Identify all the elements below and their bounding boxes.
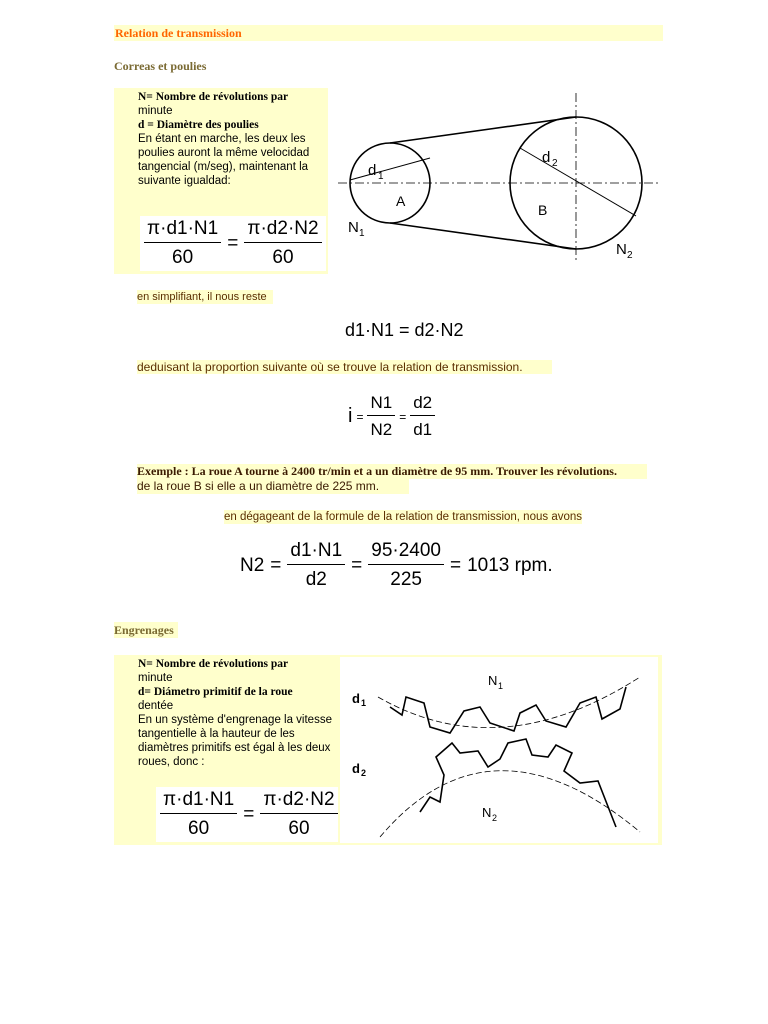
label-d2: d xyxy=(542,149,551,166)
belts-def-n-cont: minute xyxy=(138,105,173,117)
gear-lower-teeth xyxy=(420,739,616,827)
svg-text:2: 2 xyxy=(552,158,558,169)
svg-text:1: 1 xyxy=(498,681,504,691)
svg-text:2: 2 xyxy=(361,768,367,778)
belts-intro-text: En étant en marche, les deux les poulies auront la même velocidad tangencial (m/seg), maintenant la suivante igualdad: xyxy=(138,133,310,187)
svg-text:2: 2 xyxy=(492,813,498,823)
pulley-diagram xyxy=(330,88,662,278)
example-statement: Exemple : La roue A tourne à 2400 tr/min et a un diamètre de 95 mm. Trouver les révolutions. xyxy=(137,464,617,478)
belt-top xyxy=(390,117,576,143)
gear-label-n1: N xyxy=(488,673,498,688)
pitch-circle-2 xyxy=(380,771,640,837)
label-n2: N xyxy=(616,241,627,258)
gear-label-d2: d xyxy=(352,761,360,776)
gears-def-d: d= Diámetro primitif de la roue xyxy=(138,686,293,698)
result-formula: N2 = $\frac{d1\cdot N1}{d2}$ = $\frac{95\cdot 2400}{225}$ = 1013 rpm. xyxy=(240,540,553,590)
svg-text:2: 2 xyxy=(627,250,633,261)
gears-def-d-cont: dentée xyxy=(138,700,174,712)
label-b: B xyxy=(538,202,548,218)
svg-text:1: 1 xyxy=(361,698,367,708)
gears-formula: $\frac{\pi\cdot d1\cdot N1}{60}$ = $\frac{\pi\cdot d2\cdot N2}{60}$ xyxy=(156,787,342,842)
svg-text:1: 1 xyxy=(378,171,384,182)
belts-heading: Correas et poulies xyxy=(114,59,207,73)
gears-intro-box xyxy=(114,655,338,845)
label-n1: N xyxy=(348,219,359,236)
label-d1: d xyxy=(368,162,377,179)
gears-def-n-cont: minute xyxy=(138,672,173,684)
gear-upper-teeth xyxy=(390,687,626,733)
belts-formula: $\frac{\pi\cdot d1\cdot N1}{60}$ = $\frac{\pi\cdot d2\cdot N2}{60}$ xyxy=(140,216,326,271)
pitch-circle-1 xyxy=(378,677,640,728)
gear-diagram xyxy=(340,657,658,843)
section-title: Relation de transmission xyxy=(114,25,663,41)
gears-def-n: N= Nombre de révolutions par xyxy=(138,658,289,670)
ratio-formula: i = $\frac{N1}{N2}$ = $\frac{d2}{d1}$ xyxy=(348,393,435,440)
gears-intro-text: En un système d'engrenage la vitesse tangentielle à la hauteur de les diamètres primitifs est égal à les deux roues, donc : xyxy=(138,714,332,768)
belts-intro-box xyxy=(114,88,328,274)
simplify-note: en simplifiant, il nous reste xyxy=(137,290,273,304)
belt-bottom xyxy=(390,223,576,249)
example-text: de la roue B si elle a un diamètre de 225 mm. xyxy=(137,479,409,494)
belts-def-d: d = Diamètre des poulies xyxy=(138,119,259,131)
svg-text:1: 1 xyxy=(359,228,365,239)
label-a: A xyxy=(396,193,406,209)
gear-label-d1: d xyxy=(352,691,360,706)
example-box xyxy=(137,464,647,479)
derive-note: en dégageant de la formule de la relation de transmission, nous avons xyxy=(224,511,583,523)
gears-heading: Engrenages xyxy=(114,622,178,638)
belts-def-n: N= Nombre de révolutions par xyxy=(138,91,289,103)
simplified-formula: d1·N1 = d2·N2 xyxy=(345,320,464,340)
gear-label-n2: N xyxy=(482,805,492,820)
proportion-note: deduisant la proportion suivante où se trouve la relation de transmission. xyxy=(137,360,552,374)
